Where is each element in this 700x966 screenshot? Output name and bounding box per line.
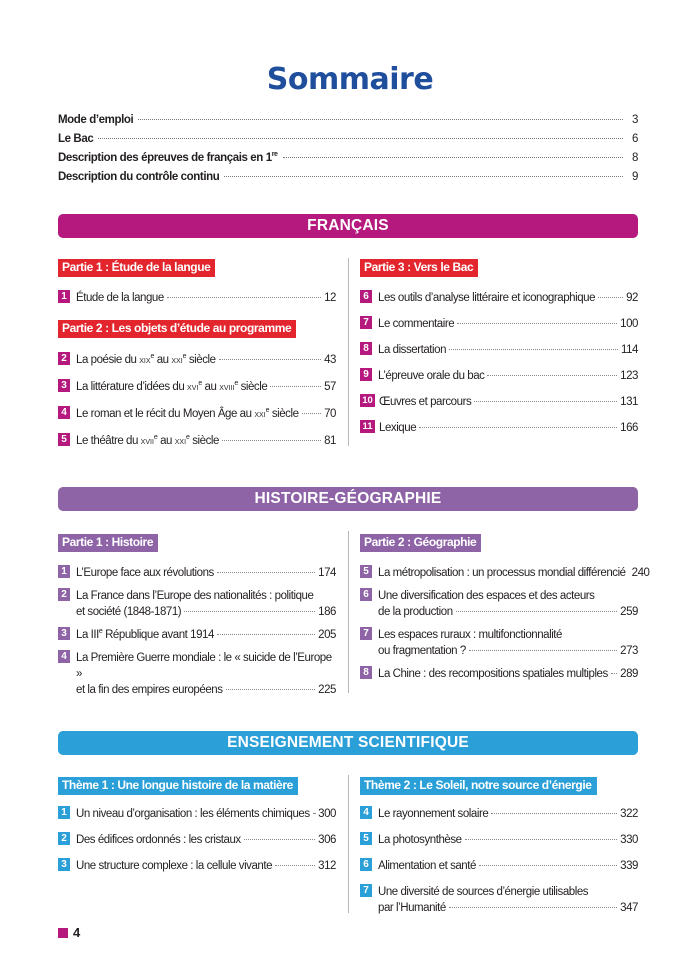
part-label: Partie 2 : Les objets d’étude au programme [58, 320, 296, 338]
toc-entry[interactable]: 5 La photosynthèse 330 [360, 832, 638, 848]
intro-entry[interactable]: Mode d’emploi 3 [58, 114, 638, 126]
toc-entry[interactable]: 4 Le rayonnement solaire 322 [360, 806, 638, 822]
entry-number: 5 [58, 433, 70, 446]
toc-entry[interactable]: 5 La métropolisation : un processus mondial différencié 240 [360, 565, 638, 581]
science-left-column [58, 776, 336, 874]
entry-number: 11 [360, 420, 375, 433]
part-label: Partie 1 : Histoire [58, 534, 158, 552]
part-label: Thème 1 : Une longue histoire de la matière [58, 777, 298, 795]
page-title: Sommaire [266, 62, 434, 97]
toc-entry[interactable]: 8 La Chine : des recompositions spatiales multiples 289 [360, 666, 638, 682]
toc-entry[interactable]: 2 La France dans l’Europe des nationalités : politique et société (1848-1871) 186 [58, 588, 336, 620]
section-banner-enseignement-scientifique: ENSEIGNEMENT SCIENTIFIQUE [58, 731, 638, 755]
francais-right-column [360, 258, 638, 436]
toc-entry[interactable]: 6 Alimentation et santé 339 [360, 858, 638, 874]
entry-number: 3 [58, 627, 70, 640]
entry-number: 4 [58, 406, 70, 419]
toc-entry[interactable]: 5 Le théâtre du xvii$^e$ au xxi$^e$ siècle 81 [58, 433, 336, 450]
histoire-right-column [360, 533, 650, 682]
toc-entry[interactable]: 6 Une diversification des espaces et des acteurs de la production 259 [360, 588, 638, 620]
entry-number: 1 [58, 290, 70, 303]
toc-entry[interactable]: 1 Un niveau d’organisation : les éléments chimiques 300 [58, 806, 336, 822]
entry-number: 2 [58, 352, 70, 365]
intro-entry[interactable]: Le Bac 6 [58, 133, 638, 145]
entry-number: 8 [360, 342, 372, 355]
entry-number: 1 [58, 565, 70, 578]
entry-number: 8 [360, 666, 372, 679]
toc-entry[interactable]: 4 La Première Guerre mondiale : le « suicide de l’Europe » et la fin des empires européens 225 [58, 650, 336, 698]
toc-entry[interactable]: 11 Lexique 166 [360, 420, 638, 436]
page-number: 4 [73, 925, 81, 940]
toc-entry[interactable]: 7 Les espaces ruraux : multifonctionnalité ou fragmentation ? 273 [360, 627, 638, 659]
toc-entry[interactable]: 1 L’Europe face aux révolutions 174 [58, 565, 336, 581]
entry-number: 1 [58, 806, 70, 819]
intro-entry[interactable]: Description des épreuves de français en 1re 8 [58, 151, 638, 164]
entry-number: 3 [58, 858, 70, 871]
entry-number: 5 [360, 565, 372, 578]
square-marker-icon [58, 928, 68, 938]
toc-entry[interactable]: 2 Des édifices ordonnés : les cristaux 306 [58, 832, 336, 848]
toc-entry[interactable]: 9 L’épreuve orale du bac 123 [360, 368, 638, 384]
toc-entry[interactable]: 7 Une diversité de sources d’énergie utilisables par l’Humanité 347 [360, 884, 638, 916]
entry-number: 7 [360, 627, 372, 640]
page-footer [58, 925, 80, 940]
entry-number: 10 [360, 394, 375, 407]
toc-entry[interactable]: 6 Les outils d’analyse littéraire et iconographique 92 [360, 290, 638, 306]
entry-number: 7 [360, 884, 372, 897]
entry-number: 2 [58, 832, 70, 845]
entry-number: 4 [58, 650, 70, 663]
part-label: Partie 1 : Étude de la langue [58, 259, 215, 277]
entry-number: 9 [360, 368, 372, 381]
section-banner-histoire-geographie: HISTOIRE-GÉOGRAPHIE [58, 487, 638, 511]
toc-entry[interactable]: 3 Une structure complexe : la cellule vivante 312 [58, 858, 336, 874]
toc-entry[interactable]: 7 Le commentaire 100 [360, 316, 638, 332]
entry-number: 7 [360, 316, 372, 329]
intro-list [58, 114, 638, 190]
entry-number: 4 [360, 806, 372, 819]
toc-entry[interactable]: 4 Le roman et le récit du Moyen Âge au xxi$^e$ siècle 70 [58, 406, 336, 423]
part-label: Partie 2 : Géographie [360, 534, 481, 552]
intro-entry[interactable]: Description du contrôle continu 9 [58, 171, 638, 183]
entry-number: 6 [360, 858, 372, 871]
entry-number: 2 [58, 588, 70, 601]
section-banner-francais: FRANÇAIS [58, 214, 638, 238]
toc-entry[interactable]: 3 La IIIe République avant 1914 205 [58, 627, 336, 643]
entry-number: 5 [360, 832, 372, 845]
part-label: Partie 3 : Vers le Bac [360, 259, 478, 277]
science-right-column [360, 776, 638, 916]
toc-entry[interactable]: 1 Étude de la langue 12 [58, 290, 336, 306]
entry-number: 6 [360, 588, 372, 601]
histoire-left-column [58, 533, 336, 698]
toc-entry[interactable]: 3 La littérature d’idées du xvi$^e$ au xviii$^e$ siècle 57 [58, 379, 336, 396]
entry-number: 6 [360, 290, 372, 303]
toc-entry[interactable]: 10 Œuvres et parcours 131 [360, 394, 638, 410]
toc-entry[interactable]: 8 La dissertation 114 [360, 342, 638, 358]
part-label: Thème 2 : Le Soleil, notre source d’énergie [360, 777, 597, 795]
toc-entry[interactable]: 2 La poésie du xix$^e$ au xxi$^e$ siècle 43 [58, 352, 336, 369]
entry-number: 3 [58, 379, 70, 392]
francais-left-column [58, 258, 336, 450]
